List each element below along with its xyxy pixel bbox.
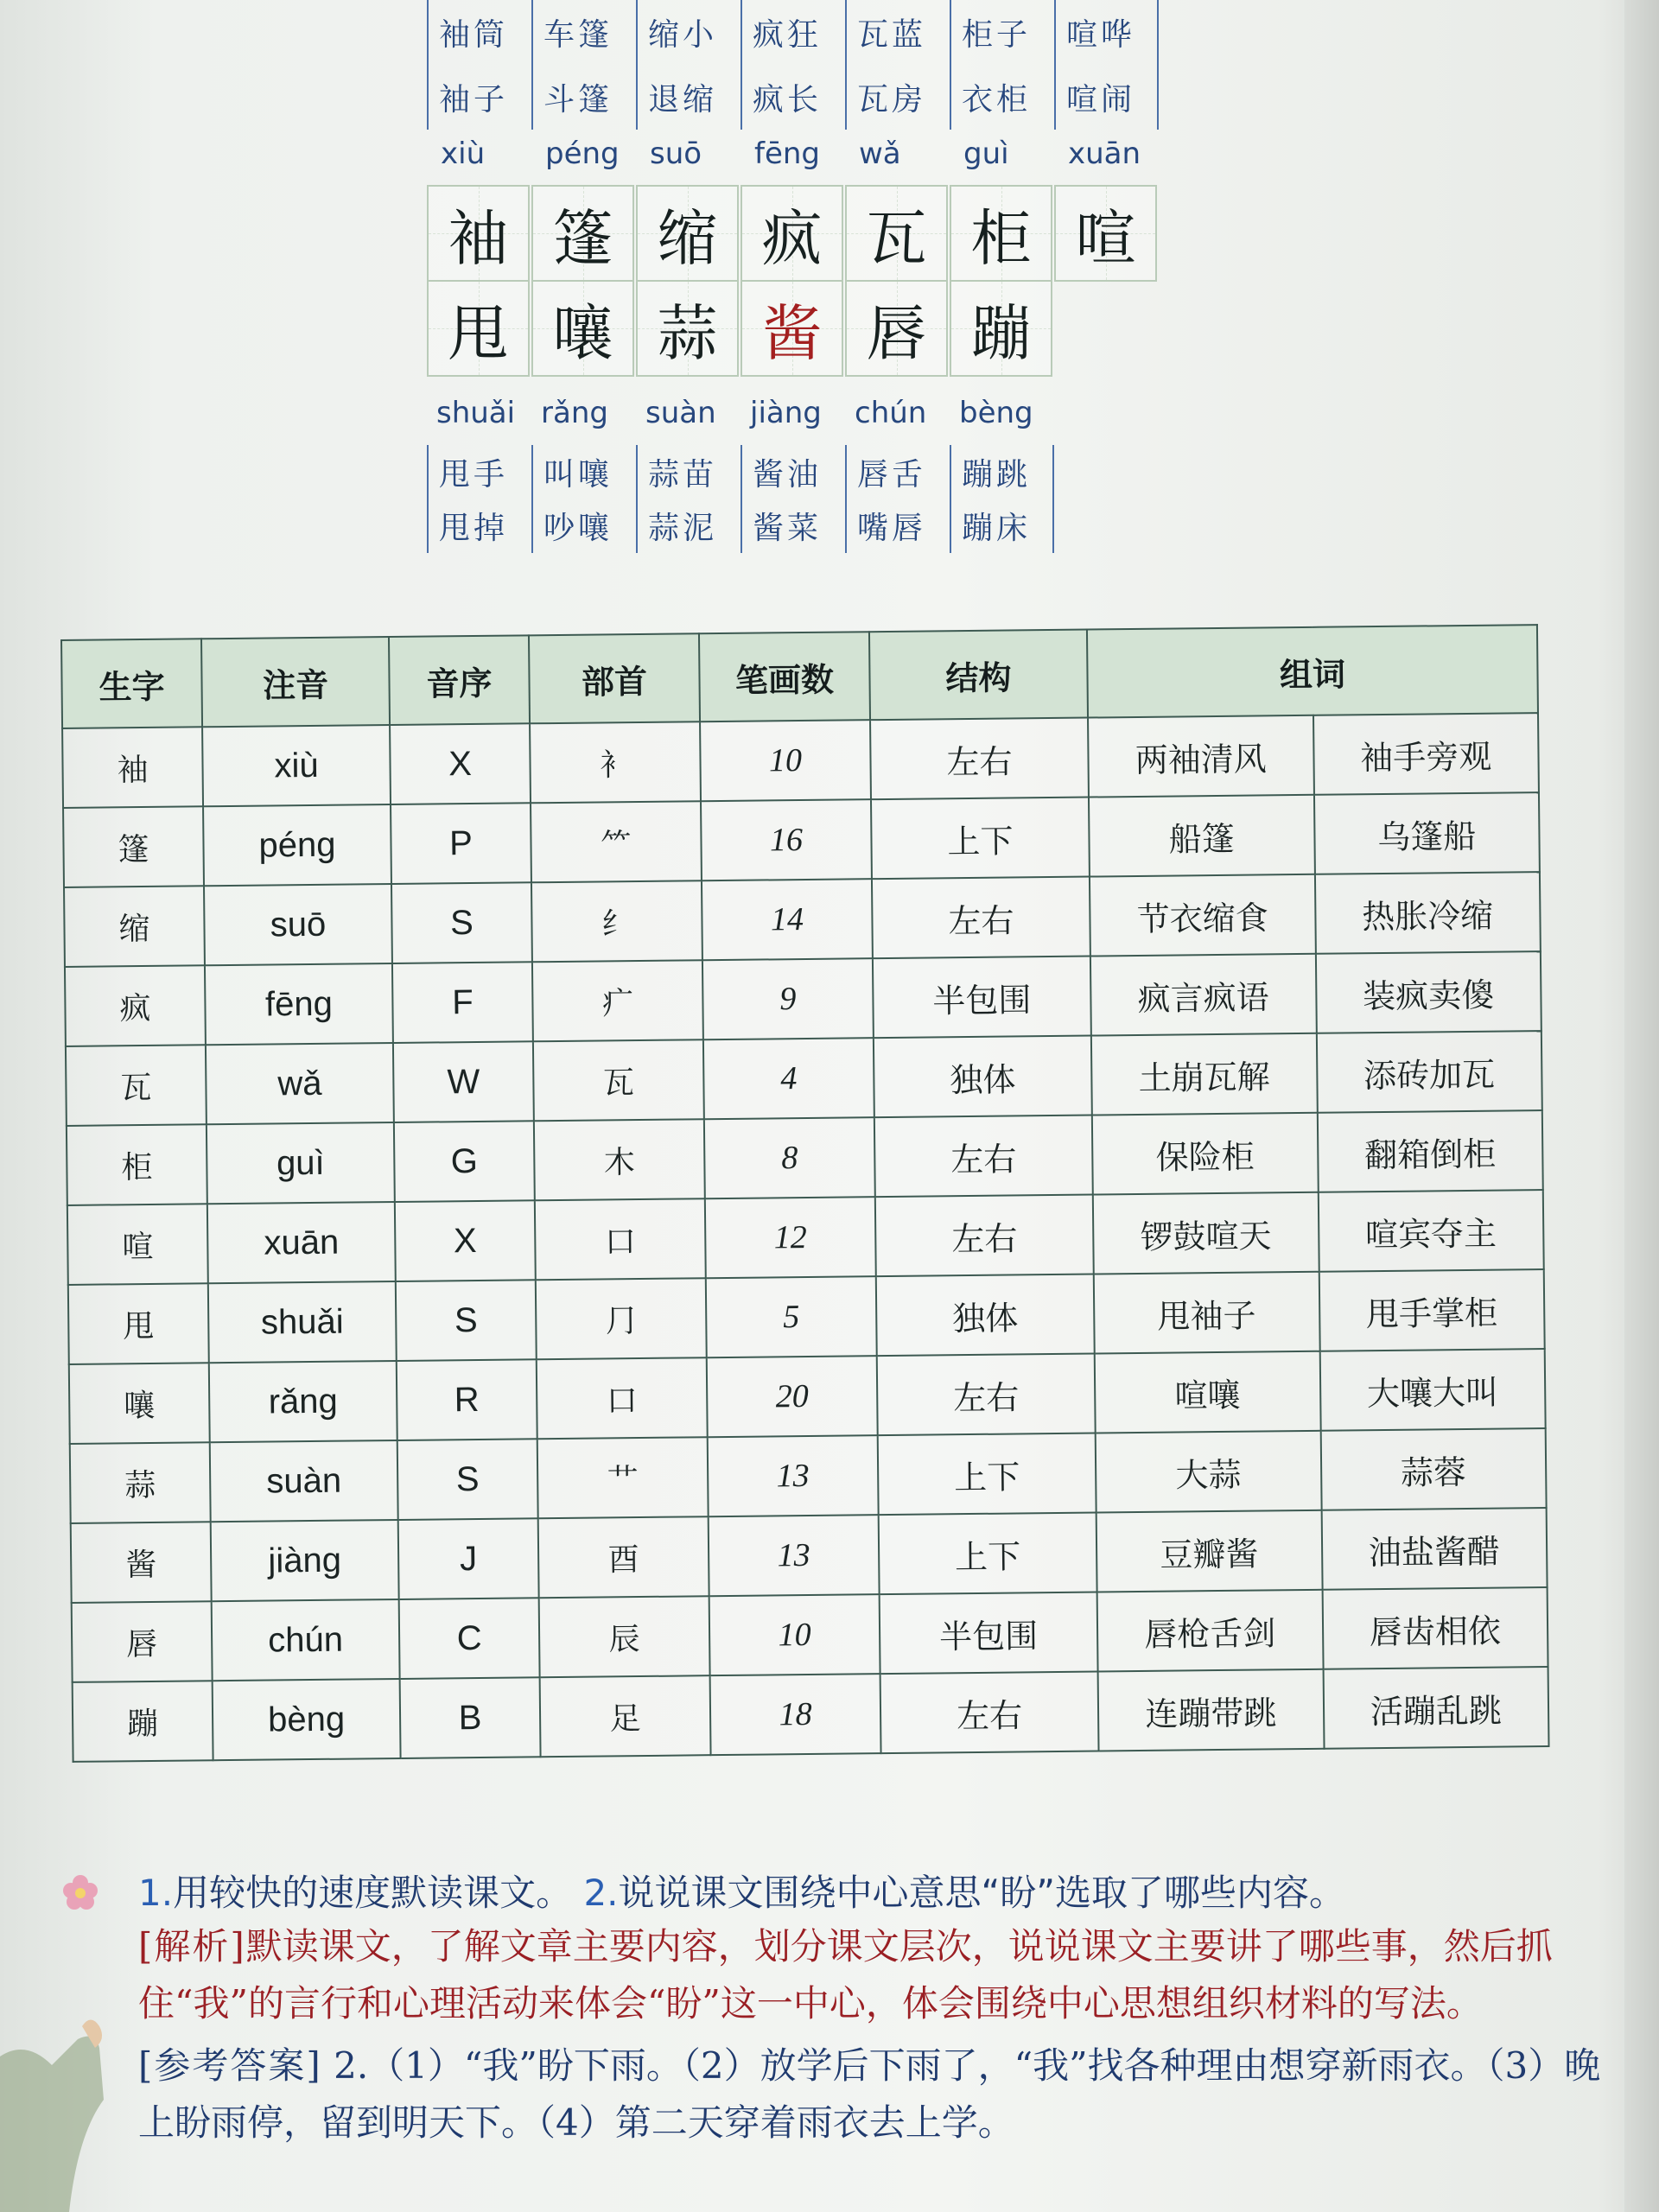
character-cell: 瓦: [845, 185, 948, 282]
header-letter: 音序: [389, 635, 530, 725]
cell-word: 乌篷船: [1313, 792, 1539, 874]
cell-pinyin: jiàng: [211, 1520, 399, 1601]
cell-strokes: 16: [701, 799, 872, 880]
cell-character: 柜: [67, 1124, 207, 1205]
word: 蹦跳: [962, 456, 1032, 493]
top-word-pairs: [427, 0, 1159, 130]
table-row: [71, 1508, 1548, 1603]
character-cell: 篷: [531, 185, 634, 282]
header-structure: 结构: [869, 630, 1088, 721]
pinyin: chún: [855, 396, 927, 430]
cell-radical: 衤: [530, 721, 701, 803]
table-row: [64, 872, 1541, 967]
pinyin: rǎng: [541, 396, 608, 430]
cell-strokes: 12: [705, 1197, 876, 1278]
top-pinyin-row: [441, 137, 1173, 171]
word-pair-column: [845, 445, 950, 553]
pinyin: jiàng: [750, 396, 822, 430]
character-cell: 唇: [845, 280, 948, 377]
word-pair-column: [1054, 0, 1159, 130]
analysis-text: [138, 1918, 1607, 2032]
cell-pinyin: suō: [204, 884, 392, 965]
cell-strokes: 14: [702, 879, 873, 960]
cell-pinyin: suàn: [210, 1440, 398, 1522]
cell-radical: ⺆: [536, 1278, 707, 1359]
cell-structure: 独体: [876, 1274, 1095, 1357]
book-spine: [1624, 0, 1659, 2212]
cell-radical: 口: [537, 1357, 708, 1439]
vocabulary-table: [60, 624, 1550, 1763]
header-character: 生字: [61, 639, 202, 728]
word-pair-column: [950, 445, 1054, 553]
cell-word: 喧嚷: [1095, 1351, 1320, 1433]
word: 缩小: [648, 17, 718, 53]
word-pair-column: [531, 0, 636, 130]
answer-body: 2.（1）“我”盼下雨。（2）放学后下雨了，“我”找各种理由想穿新雨衣。（3）晚上盼雨停，留到明天下。（4）第二天穿着雨衣去上学。: [138, 2044, 1601, 2144]
cell-structure: 上下: [878, 1433, 1096, 1516]
cell-word: 活蹦乱跳: [1323, 1667, 1548, 1749]
character-cell: 袖: [427, 185, 530, 282]
word: 车篷: [543, 17, 613, 53]
table-row: [67, 1110, 1543, 1205]
table-row: [62, 713, 1539, 808]
character-cell: 甩: [427, 280, 530, 377]
pinyin: shuǎi: [436, 396, 516, 430]
cell-letter: X: [395, 1200, 536, 1281]
cell-character: 袖: [62, 727, 203, 808]
cell-word: 疯言疯语: [1090, 954, 1316, 1036]
character-cell: 嚷: [531, 280, 634, 377]
cell-word: 翻箱倒柜: [1317, 1110, 1542, 1192]
cell-word: 喧宾夺主: [1318, 1190, 1543, 1272]
word-pair-column: [427, 445, 531, 553]
cell-character: 瓦: [66, 1045, 207, 1126]
cell-letter: J: [398, 1518, 539, 1599]
word: 疯狂: [753, 17, 823, 53]
word: 唇舌: [857, 456, 927, 493]
cell-radical: 酉: [538, 1516, 709, 1598]
character-cell: 蒜: [636, 280, 739, 377]
word: 柜子: [962, 17, 1032, 53]
cell-character: 蒜: [70, 1442, 211, 1523]
word: 袖子: [439, 82, 509, 118]
cell-word: 大嚷大叫: [1319, 1349, 1545, 1431]
table-row: [68, 1269, 1545, 1364]
word-pair-column: [741, 0, 845, 130]
cell-radical: 瓦: [533, 1039, 704, 1121]
table-row: [73, 1667, 1549, 1762]
cell-character: 缩: [64, 886, 205, 967]
word: 喧哗: [1066, 17, 1136, 53]
cell-letter: W: [393, 1041, 534, 1122]
cell-structure: 上下: [879, 1513, 1097, 1595]
cell-pinyin: rǎng: [209, 1361, 397, 1442]
cell-word: 节衣缩食: [1090, 874, 1315, 957]
word: 袖筒: [439, 17, 509, 53]
word: 蒜苗: [648, 456, 718, 493]
character-cell: 喧: [1054, 185, 1157, 282]
cell-letter: S: [391, 882, 532, 963]
word-pair-column: [741, 445, 845, 553]
word: 甩手: [439, 456, 509, 493]
cell-word: 甩袖子: [1094, 1272, 1319, 1354]
question-number: 1.: [138, 1872, 174, 1914]
cell-structure: 左右: [880, 1671, 1099, 1753]
pinyin: suō: [650, 137, 702, 171]
word: 蹦床: [962, 511, 1032, 547]
table-header-row: [61, 625, 1538, 728]
cell-word: 两袖清风: [1088, 715, 1313, 798]
cell-strokes: 4: [703, 1038, 874, 1119]
cell-structure: 半包围: [873, 957, 1091, 1039]
pinyin: xiù: [441, 137, 486, 171]
word-pair-column: [845, 0, 950, 130]
character-grid: [427, 185, 1159, 377]
cell-radical: ⺮: [531, 801, 702, 882]
cell-letter: S: [396, 1280, 537, 1361]
character-row: [427, 282, 1159, 377]
word: 酱油: [753, 456, 823, 493]
cell-structure: 上下: [871, 798, 1090, 880]
cell-structure: 左右: [870, 718, 1089, 800]
cell-word: 唇齿相依: [1322, 1587, 1548, 1669]
cell-structure: 半包围: [880, 1592, 1098, 1674]
cell-letter: C: [399, 1598, 540, 1679]
word-pair-column: [427, 0, 531, 130]
bottom-pinyin-row: [436, 396, 1064, 430]
character-cell: 柜: [950, 185, 1052, 282]
cell-word: 锣鼓喧天: [1093, 1192, 1319, 1274]
cell-pinyin: xuān: [207, 1202, 396, 1283]
cell-strokes: 10: [709, 1594, 880, 1675]
pinyin: bèng: [959, 396, 1033, 430]
cell-structure: 左右: [875, 1195, 1094, 1277]
cell-letter: P: [391, 803, 531, 884]
exercise-question: [138, 1865, 1624, 1916]
cell-letter: R: [397, 1359, 537, 1440]
cell-letter: S: [397, 1439, 538, 1520]
cell-letter: X: [390, 723, 531, 804]
cell-radical: 疒: [532, 960, 703, 1041]
cell-character: 喧: [67, 1204, 208, 1285]
word: 衣柜: [962, 82, 1032, 118]
word-pair-column: [636, 445, 741, 553]
cell-character: 嚷: [69, 1363, 210, 1444]
cell-word: 蒜蓉: [1320, 1428, 1546, 1510]
table-row: [67, 1190, 1544, 1285]
character-cell: 疯: [741, 185, 843, 282]
pinyin: péng: [545, 137, 620, 171]
cell-word: 油盐酱醋: [1321, 1508, 1547, 1590]
cartoon-figure-illustration: [0, 1987, 130, 2212]
answer-tag: [参考答案]: [138, 2044, 322, 2087]
cell-word: 唇枪舌剑: [1097, 1590, 1323, 1672]
cell-word: 袖手旁观: [1313, 713, 1538, 795]
cell-pinyin: chún: [212, 1599, 400, 1681]
word-pair-column: [636, 0, 741, 130]
cell-letter: B: [400, 1677, 541, 1758]
header-pinyin: 注音: [201, 637, 390, 727]
word: 疯长: [753, 82, 823, 118]
cell-strokes: 18: [710, 1674, 881, 1755]
cell-structure: 独体: [874, 1036, 1092, 1118]
cell-strokes: 13: [708, 1435, 879, 1516]
cell-pinyin: xiù: [202, 725, 391, 806]
cell-strokes: 10: [700, 720, 871, 801]
question-number: 2.: [583, 1872, 619, 1914]
question-text: 说说课文围绕中心意思“盼”选取了哪些内容。: [618, 1872, 1346, 1914]
cell-character: 甩: [68, 1283, 209, 1364]
character-cell: 缩: [636, 185, 739, 282]
pinyin: suàn: [645, 396, 716, 430]
cell-word: 热胀冷缩: [1314, 872, 1540, 954]
cell-structure: 左右: [872, 877, 1090, 959]
character-row: [427, 185, 1159, 282]
cell-letter: F: [392, 962, 533, 1043]
cell-pinyin: guì: [207, 1122, 395, 1204]
table-row: [66, 1031, 1542, 1126]
table-row: [65, 951, 1541, 1046]
header-radical: 部首: [529, 633, 700, 723]
cell-word: 船篷: [1089, 795, 1314, 877]
cell-word: 装疯卖傻: [1315, 951, 1541, 1033]
cell-radical: 木: [534, 1119, 705, 1200]
pinyin: xuān: [1068, 137, 1141, 171]
cell-character: 篷: [63, 806, 204, 887]
cell-strokes: 8: [704, 1117, 875, 1198]
table-row: [69, 1349, 1546, 1444]
character-cell-highlighted: 酱: [741, 280, 843, 377]
cell-pinyin: fēng: [205, 963, 393, 1045]
header-words: 组词: [1087, 625, 1538, 717]
cell-word: 大蒜: [1096, 1431, 1321, 1513]
cell-word: 甩手掌柜: [1319, 1269, 1544, 1351]
word-pair-column: [950, 0, 1054, 130]
analysis-body: 默读课文，了解文章主要内容，划分课文层次，说说课文主要讲了哪些事，然后抓住“我”的言行和心理活动来体会“盼”这一中心，体会围绕中心思想组织材料的写法。: [138, 1925, 1553, 2024]
cell-word: 保险柜: [1092, 1113, 1318, 1195]
cell-radical: 口: [535, 1198, 706, 1280]
cell-character: 酱: [71, 1522, 212, 1603]
word: 吵嚷: [543, 511, 613, 547]
pinyin: guì: [963, 137, 1009, 171]
cell-character: 蹦: [73, 1681, 213, 1762]
word: 酱菜: [753, 511, 823, 547]
cell-pinyin: péng: [203, 804, 391, 886]
flower-icon: [60, 1873, 100, 1913]
cell-radical: 纟: [531, 880, 702, 962]
word: 嘴唇: [857, 511, 927, 547]
cell-radical: 辰: [539, 1596, 710, 1677]
table-row: [70, 1428, 1547, 1523]
cell-strokes: 5: [706, 1276, 877, 1357]
word: 退缩: [648, 82, 718, 118]
cell-strokes: 13: [709, 1515, 880, 1596]
cell-pinyin: shuǎi: [208, 1281, 397, 1363]
table-row: [72, 1587, 1548, 1682]
pinyin: wǎ: [859, 137, 901, 171]
reference-answer: [138, 2037, 1607, 2152]
analysis-tag: [解析]: [138, 1925, 246, 1967]
cell-character: 疯: [65, 965, 206, 1046]
cell-structure: 左右: [874, 1116, 1093, 1198]
cell-letter: G: [394, 1121, 535, 1202]
word: 喧闹: [1066, 82, 1136, 118]
cell-pinyin: bèng: [213, 1679, 401, 1760]
cell-strokes: 20: [707, 1356, 878, 1437]
word-pair-column: [531, 445, 636, 553]
bottom-word-pairs: [427, 445, 1054, 553]
cell-word: 土崩瓦解: [1091, 1033, 1317, 1116]
pinyin: fēng: [754, 137, 821, 171]
cell-character: 唇: [72, 1601, 213, 1682]
word: 斗篷: [543, 82, 613, 118]
word: 叫嚷: [543, 456, 613, 493]
cell-word: 连蹦带跳: [1098, 1669, 1324, 1751]
word: 瓦蓝: [857, 17, 927, 53]
word: 蒜泥: [648, 511, 718, 547]
cell-radical: 艹: [537, 1437, 709, 1518]
cell-strokes: 9: [702, 958, 874, 1039]
question-text: 用较快的速度默读课文。: [173, 1872, 573, 1914]
cell-radical: 足: [540, 1675, 711, 1757]
table-row: [63, 792, 1540, 887]
cell-pinyin: wǎ: [206, 1043, 394, 1124]
cell-word: 豆瓣酱: [1096, 1510, 1322, 1592]
header-strokes: 笔画数: [699, 632, 870, 721]
character-cell: 蹦: [950, 280, 1052, 377]
cell-structure: 左右: [877, 1354, 1096, 1436]
word: 瓦房: [857, 82, 927, 118]
word: 甩掉: [439, 511, 509, 547]
cell-word: 添砖加瓦: [1316, 1031, 1541, 1113]
